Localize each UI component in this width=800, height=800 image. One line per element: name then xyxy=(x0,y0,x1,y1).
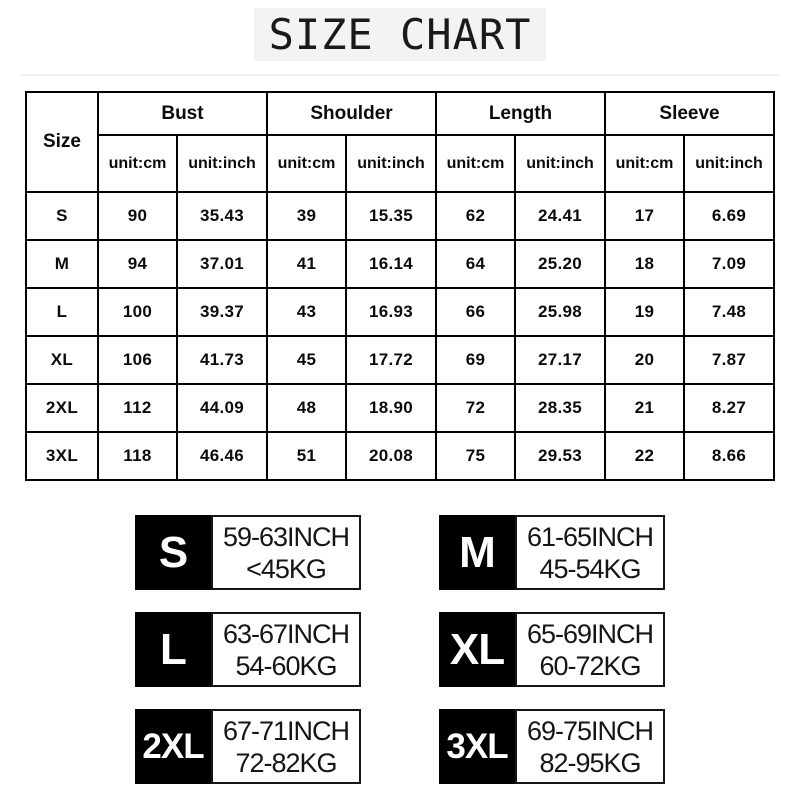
size-badge-3xl xyxy=(439,709,665,784)
badge-range-info xyxy=(211,709,361,784)
measurement-cell: 25.20 xyxy=(515,240,605,288)
measurement-cell: 21 xyxy=(605,384,684,432)
measurement-cell: 48 xyxy=(267,384,346,432)
measurement-cell: 46.46 xyxy=(177,432,267,480)
badge-weight-range: 45-54KG xyxy=(539,553,641,584)
group-header-row xyxy=(26,92,774,135)
badge-size-letter: S xyxy=(135,515,211,590)
group-header-sleeve: Sleeve xyxy=(605,92,774,135)
measurement-cell: 17 xyxy=(605,192,684,240)
measurement-cell: 90 xyxy=(98,192,177,240)
row-size-label: 3XL xyxy=(26,432,98,480)
measurement-cell: 6.69 xyxy=(684,192,774,240)
badge-size-letter: XL xyxy=(439,612,515,687)
badge-weight-range: 60-72KG xyxy=(539,650,641,681)
measurement-cell: 16.14 xyxy=(346,240,436,288)
badge-size-letter: L xyxy=(135,612,211,687)
row-size-label: S xyxy=(26,192,98,240)
badge-height-range: 67-71INCH xyxy=(222,715,350,746)
measurement-cell: 66 xyxy=(436,288,515,336)
measurement-cell: 29.53 xyxy=(515,432,605,480)
measurement-cell: 22 xyxy=(605,432,684,480)
measurement-cell: 17.72 xyxy=(346,336,436,384)
row-size-label: 2XL xyxy=(26,384,98,432)
measurement-cell: 100 xyxy=(98,288,177,336)
measurement-cell: 25.98 xyxy=(515,288,605,336)
measurement-cell: 28.35 xyxy=(515,384,605,432)
measurement-cell: 75 xyxy=(436,432,515,480)
measurement-cell: 35.43 xyxy=(177,192,267,240)
unit-inch-header: unit:inch xyxy=(515,135,605,192)
badge-range-info xyxy=(515,612,665,687)
size-table-body xyxy=(26,192,774,480)
page-title: SIZE CHART xyxy=(268,10,532,59)
unit-cm-header: unit:cm xyxy=(436,135,515,192)
measurement-cell: 72 xyxy=(436,384,515,432)
unit-inch-header: unit:inch xyxy=(684,135,774,192)
measurement-cell: 20.08 xyxy=(346,432,436,480)
unit-cm-header: unit:cm xyxy=(605,135,684,192)
badge-range-info xyxy=(515,709,665,784)
measurement-cell: 19 xyxy=(605,288,684,336)
measurement-cell: 44.09 xyxy=(177,384,267,432)
measurement-cell: 112 xyxy=(98,384,177,432)
divider xyxy=(20,74,780,76)
measurement-cell: 51 xyxy=(267,432,346,480)
measurement-cell: 24.41 xyxy=(515,192,605,240)
measurement-cell: 18 xyxy=(605,240,684,288)
badge-range-info xyxy=(211,612,361,687)
unit-inch-header: unit:inch xyxy=(177,135,267,192)
badge-height-range: 61-65INCH xyxy=(526,521,654,552)
size-table-header xyxy=(26,92,774,192)
table-row xyxy=(26,336,774,384)
table-row xyxy=(26,240,774,288)
measurement-cell: 20 xyxy=(605,336,684,384)
measurement-cell: 43 xyxy=(267,288,346,336)
measurement-cell: 64 xyxy=(436,240,515,288)
measurement-cell: 27.17 xyxy=(515,336,605,384)
badge-weight-range: 82-95KG xyxy=(539,747,641,778)
measurement-cell: 118 xyxy=(98,432,177,480)
measurement-cell: 69 xyxy=(436,336,515,384)
measurement-cell: 7.87 xyxy=(684,336,774,384)
size-table xyxy=(25,91,775,481)
badge-height-range: 69-75INCH xyxy=(526,715,654,746)
measurement-cell: 41 xyxy=(267,240,346,288)
measurement-cell: 41.73 xyxy=(177,336,267,384)
badge-height-range: 63-67INCH xyxy=(222,618,350,649)
measurement-cell: 16.93 xyxy=(346,288,436,336)
measurement-cell: 94 xyxy=(98,240,177,288)
title-section xyxy=(0,0,800,61)
measurement-cell: 106 xyxy=(98,336,177,384)
measurement-cell: 45 xyxy=(267,336,346,384)
unit-cm-header: unit:cm xyxy=(267,135,346,192)
table-row xyxy=(26,288,774,336)
badge-range-info xyxy=(515,515,665,590)
size-badge-l xyxy=(135,612,361,687)
unit-header-row xyxy=(26,135,774,192)
group-header-length: Length xyxy=(436,92,605,135)
measurement-cell: 39 xyxy=(267,192,346,240)
measurement-cell: 7.09 xyxy=(684,240,774,288)
size-badge-m xyxy=(439,515,665,590)
measurement-cell: 8.66 xyxy=(684,432,774,480)
badge-size-letter: 2XL xyxy=(135,709,211,784)
row-size-label: XL xyxy=(26,336,98,384)
badge-weight-range: 72-82KG xyxy=(235,747,337,778)
table-row xyxy=(26,432,774,480)
row-size-label: L xyxy=(26,288,98,336)
size-badge-s xyxy=(135,515,361,590)
measurement-cell: 39.37 xyxy=(177,288,267,336)
measurement-cell: 7.48 xyxy=(684,288,774,336)
weight-badges-section xyxy=(0,515,800,784)
badge-weight-range: <45KG xyxy=(246,553,326,584)
size-column-header: Size xyxy=(26,92,98,192)
badge-size-letter: 3XL xyxy=(439,709,515,784)
badge-height-range: 59-63INCH xyxy=(222,521,350,552)
size-badge-2xl xyxy=(135,709,361,784)
measurement-cell: 18.90 xyxy=(346,384,436,432)
title-background xyxy=(254,8,546,61)
badge-range-info xyxy=(211,515,361,590)
measurement-cell: 62 xyxy=(436,192,515,240)
unit-inch-header: unit:inch xyxy=(346,135,436,192)
size-badge-xl xyxy=(439,612,665,687)
badge-height-range: 65-69INCH xyxy=(526,618,654,649)
table-row xyxy=(26,384,774,432)
unit-cm-header: unit:cm xyxy=(98,135,177,192)
group-header-shoulder: Shoulder xyxy=(267,92,436,135)
row-size-label: M xyxy=(26,240,98,288)
badge-size-letter: M xyxy=(439,515,515,590)
measurement-cell: 15.35 xyxy=(346,192,436,240)
group-header-bust: Bust xyxy=(98,92,267,135)
table-row xyxy=(26,192,774,240)
measurement-cell: 37.01 xyxy=(177,240,267,288)
measurement-cell: 8.27 xyxy=(684,384,774,432)
badge-weight-range: 54-60KG xyxy=(235,650,337,681)
